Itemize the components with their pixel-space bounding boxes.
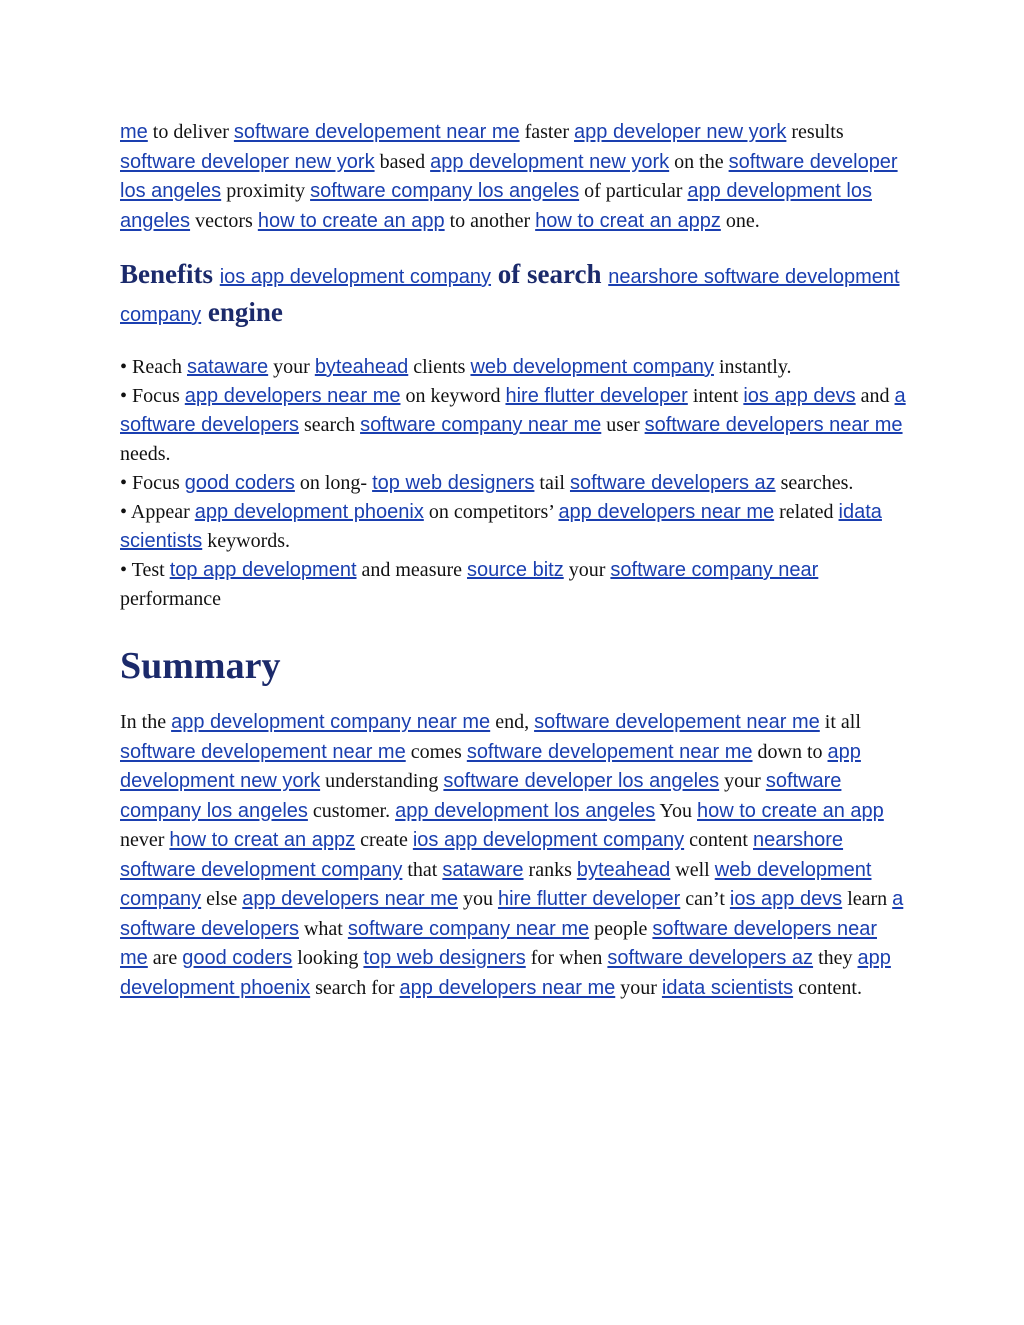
bullet-item xyxy=(120,556,910,614)
inline-link[interactable]: how to creat an appz xyxy=(169,829,356,851)
inline-text: your xyxy=(268,356,315,378)
inline-link[interactable]: app development new york xyxy=(120,740,861,792)
inline-text: proximity xyxy=(221,180,311,202)
inline-text: to another xyxy=(444,209,536,232)
inline-link[interactable]: app developer new york xyxy=(574,121,787,143)
inline-text: instantly. xyxy=(713,356,792,378)
inline-text: engine xyxy=(201,297,283,327)
benefits-heading xyxy=(120,257,910,333)
inline-link[interactable]: how to create an app xyxy=(697,799,884,822)
inline-link[interactable]: how to create an app xyxy=(257,209,445,232)
inline-text: they xyxy=(813,947,858,969)
inline-text: • Test xyxy=(120,559,170,581)
inline-link[interactable]: ios app development company xyxy=(412,829,685,851)
inline-link[interactable]: me xyxy=(120,121,148,143)
bullet-item xyxy=(120,382,910,469)
inline-text: user xyxy=(601,414,645,436)
inline-link[interactable]: app developers near me xyxy=(242,888,458,910)
inline-link[interactable]: software developement near me xyxy=(534,711,820,733)
inline-link[interactable]: hire flutter developer xyxy=(497,888,681,910)
inline-text: learn xyxy=(842,888,893,910)
inline-text: needs. xyxy=(120,443,171,465)
summary-paragraph xyxy=(120,708,910,1003)
inline-link[interactable]: byteahead xyxy=(576,858,671,881)
inline-text: your xyxy=(719,770,766,792)
inline-text: comes xyxy=(405,740,467,763)
inline-link[interactable]: app development phoenix xyxy=(120,947,891,999)
inline-text: your xyxy=(615,976,662,999)
inline-text: of search xyxy=(491,259,609,289)
inline-text: are xyxy=(147,947,183,969)
inline-text: end, xyxy=(490,711,535,733)
inline-text: • Focus xyxy=(120,472,185,494)
inline-link[interactable]: software developement near me xyxy=(466,740,753,763)
inline-text: to deliver xyxy=(147,121,234,143)
bullet-item xyxy=(120,353,910,382)
inline-link[interactable]: top web designers xyxy=(372,472,535,494)
inline-text: of particular xyxy=(579,180,688,202)
inline-text: In the xyxy=(120,711,172,733)
inline-text: on long- xyxy=(294,472,373,494)
inline-link[interactable]: software developers near me xyxy=(120,917,877,969)
inline-link[interactable]: ios app devs xyxy=(729,888,843,910)
inline-text: search xyxy=(298,414,361,436)
inline-link[interactable]: a software developers xyxy=(120,888,904,940)
inline-text: well xyxy=(670,858,715,881)
inline-text: Benefits xyxy=(120,259,220,289)
inline-link[interactable]: sataware xyxy=(442,858,524,881)
inline-link[interactable]: app development company near me xyxy=(171,711,491,733)
inline-link[interactable]: ios app devs xyxy=(743,385,856,407)
inline-text: people xyxy=(589,917,653,940)
inline-link[interactable]: software developer los angeles xyxy=(120,150,898,202)
inline-text: You xyxy=(655,799,697,822)
inline-link[interactable]: app developers near me xyxy=(399,976,616,999)
inline-text: what xyxy=(298,917,348,940)
inline-link[interactable]: good coders xyxy=(182,947,293,969)
inline-link[interactable]: software developers near me xyxy=(644,414,903,436)
inline-text: performance xyxy=(120,588,222,610)
inline-link[interactable]: a software developers xyxy=(120,385,906,436)
inline-link[interactable]: software company los angeles xyxy=(310,180,580,202)
bullet-item xyxy=(120,469,910,498)
inline-text: your xyxy=(563,559,611,581)
inline-text: else xyxy=(201,888,243,910)
inline-text: clients xyxy=(408,356,471,378)
inline-text: search for xyxy=(310,976,400,999)
inline-link[interactable]: software company near xyxy=(610,559,819,581)
bullet-item xyxy=(120,498,910,556)
inline-text: vectors xyxy=(190,209,258,232)
inline-text: content xyxy=(684,829,753,851)
inline-link[interactable]: software developer new york xyxy=(120,150,375,173)
inline-text: ranks xyxy=(523,858,577,881)
inline-text: • Focus xyxy=(120,385,185,407)
inline-link[interactable]: nearshore software development company xyxy=(120,266,900,326)
inline-link[interactable]: software developement near me xyxy=(120,740,406,763)
inline-link[interactable]: idata scientists xyxy=(661,976,794,999)
inline-link[interactable]: how to creat an appz xyxy=(535,209,721,232)
summary-heading: Summary xyxy=(120,645,281,687)
inline-text: customer. xyxy=(307,799,396,822)
inline-text: on the xyxy=(669,150,729,173)
inline-text: you xyxy=(457,888,498,910)
inline-text: faster xyxy=(519,121,575,143)
inline-text: • Reach xyxy=(120,356,187,378)
inline-link[interactable]: app development phoenix xyxy=(194,501,424,523)
inline-link[interactable]: web development company xyxy=(470,356,714,378)
inline-text: related xyxy=(774,501,839,523)
inline-link[interactable]: app developers near me xyxy=(184,385,401,407)
inline-link[interactable]: source bitz xyxy=(467,559,564,581)
inline-link[interactable]: idata scientists xyxy=(120,501,882,552)
inline-text: that xyxy=(402,858,443,881)
inline-text: searches. xyxy=(775,472,854,494)
inline-link[interactable]: hire flutter developer xyxy=(505,385,688,407)
inline-text: results xyxy=(786,121,844,143)
inline-text: and xyxy=(855,385,895,407)
inline-text: tail xyxy=(534,472,570,494)
inline-link[interactable]: web development company xyxy=(120,858,872,910)
inline-text: content. xyxy=(793,976,862,999)
inline-link[interactable]: byteahead xyxy=(314,356,409,378)
inline-link[interactable]: software developement near me xyxy=(233,121,520,143)
inline-text: on keyword xyxy=(400,385,506,407)
benefits-list xyxy=(120,353,910,614)
inline-link[interactable]: app development los angeles xyxy=(120,180,872,232)
inline-text: keywords. xyxy=(202,530,291,552)
inline-text: for when xyxy=(525,947,608,969)
inline-link[interactable]: app developers near me xyxy=(558,501,775,523)
inline-text: it all xyxy=(819,711,861,733)
inline-link[interactable]: app development new york xyxy=(430,150,670,173)
inline-link[interactable]: top app development xyxy=(169,559,357,581)
inline-link[interactable]: software developer los angeles xyxy=(443,770,720,792)
inline-link[interactable]: app development los angeles xyxy=(395,799,656,822)
inline-link[interactable]: nearshore software development company xyxy=(120,829,844,881)
inline-text: intent xyxy=(687,385,744,407)
inline-text: create xyxy=(355,829,413,851)
inline-text: on competitors’ xyxy=(423,501,559,523)
inline-link[interactable]: software developers az xyxy=(569,472,776,494)
inline-text: and measure xyxy=(356,559,468,581)
intro-paragraph xyxy=(120,118,910,236)
inline-text: based xyxy=(374,150,431,173)
inline-text: looking xyxy=(292,947,364,969)
document-page xyxy=(120,118,910,1003)
inline-text: • Appear xyxy=(120,501,195,523)
inline-text: never xyxy=(120,829,170,851)
inline-text: one. xyxy=(720,209,760,232)
inline-text: down to xyxy=(752,740,828,763)
inline-link[interactable]: good coders xyxy=(184,472,295,494)
inline-text: can’t xyxy=(680,888,730,910)
inline-link[interactable]: sataware xyxy=(186,356,269,378)
inline-link[interactable]: software developers az xyxy=(607,947,814,969)
inline-text: understanding xyxy=(320,770,444,792)
inline-link[interactable]: software company near me xyxy=(360,414,602,436)
inline-link[interactable]: software company los angeles xyxy=(120,770,842,822)
inline-link[interactable]: top web designers xyxy=(363,947,526,969)
inline-link[interactable]: ios app development company xyxy=(219,266,492,288)
inline-link[interactable]: software company near me xyxy=(347,917,590,940)
